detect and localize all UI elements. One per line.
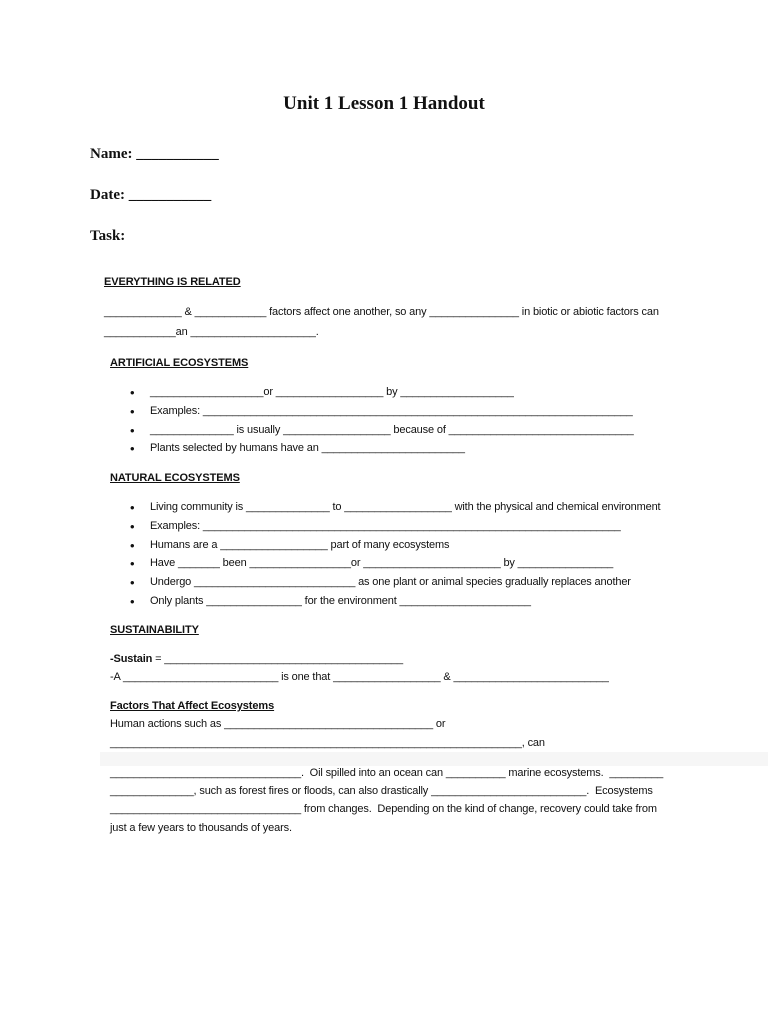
heading-natural-ecosystems: NATURAL ECOSYSTEMS xyxy=(110,472,240,484)
list-item: • Plants selected by humans have an ________________________ xyxy=(130,442,634,461)
heading-everything-related: EVERYTHING IS RELATED xyxy=(104,276,241,288)
factors-line-1: Human actions such as ___________________________________ or xyxy=(110,718,446,730)
related-line-1: _____________ & ____________ factors affect one another, so any _______________ in biotic or abiotic factors can xyxy=(104,306,659,318)
sustain-definition: = ________________________________________ xyxy=(152,653,403,665)
natural-list xyxy=(130,501,660,614)
list-item: • Have _______ been _________________or _______________________ by ________________ xyxy=(130,557,660,576)
task-label: Task: xyxy=(90,228,126,244)
page-break-band xyxy=(100,752,768,766)
list-item: • ______________ is usually __________________ because of _______________________________ xyxy=(130,424,634,443)
list-item: • Examples: ______________________________________________________________________ xyxy=(130,520,660,539)
list-item: • Examples: ________________________________________________________________________ xyxy=(130,405,634,424)
factors-line-3: ________________________________. Oil spilled into an ocean can __________ marine ecosystems. _________ xyxy=(110,767,664,779)
factors-line-2: _____________________________________________________________________, can xyxy=(110,737,545,749)
date-field[interactable]: Date: ___________ xyxy=(90,187,212,203)
page-title: Unit 1 Lesson 1 Handout xyxy=(283,93,485,114)
list-item: • Only plants ________________ for the environment ______________________ xyxy=(130,595,660,614)
sustain-line-2: -A __________________________ is one that __________________ & __________________________ xyxy=(110,671,609,683)
heading-artificial-ecosystems: ARTIFICIAL ECOSYSTEMS xyxy=(110,357,249,369)
heading-sustainability: SUSTAINABILITY xyxy=(110,624,199,636)
artificial-list xyxy=(130,386,634,461)
list-item: • Living community is ______________ to __________________ with the physical and chemical environment xyxy=(130,501,660,520)
related-line-2: ____________an _____________________. xyxy=(104,326,319,338)
factors-line-4: ______________, such as forest fires or floods, can also drastically __________________________. Ecosystems xyxy=(110,785,653,797)
list-item: • Humans are a __________________ part of many ecosystems xyxy=(130,539,660,558)
heading-factors: Factors That Affect Ecosystems xyxy=(110,700,275,712)
list-item: • ___________________or __________________ by ___________________ xyxy=(130,386,634,405)
factors-line-5: ________________________________ from changes. Depending on the kind of change, recovery could take from xyxy=(110,803,657,815)
factors-line-6: just a few years to thousands of years. xyxy=(110,822,292,834)
list-item: • Undergo ___________________________ as one plant or animal species gradually replaces another xyxy=(130,576,660,595)
sustain-line-1 xyxy=(110,653,403,665)
name-field[interactable]: Name: ___________ xyxy=(90,146,219,162)
sustain-term: -Sustain xyxy=(110,653,153,665)
